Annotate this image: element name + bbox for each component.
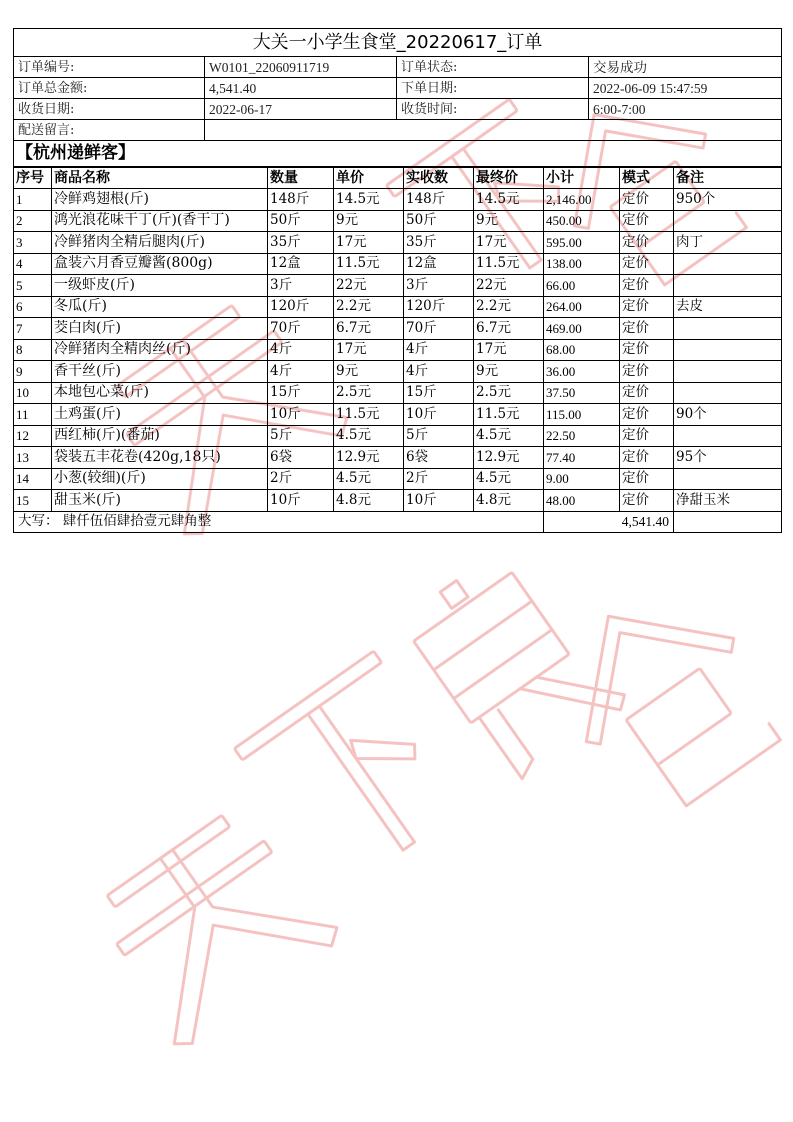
item-mode: 定价 (620, 447, 674, 469)
item-subtotal: 469.00 (544, 318, 620, 340)
table-row (14, 468, 782, 490)
item-rows (14, 189, 782, 512)
item-subtotal: 450.00 (544, 210, 620, 232)
note-label: 配送留言: (14, 120, 205, 141)
item-price: 6.7元 (334, 318, 404, 340)
item-mode: 定价 (620, 361, 674, 383)
item-name: 冬瓜(斤) (52, 296, 268, 318)
item-qty: 4斤 (268, 339, 334, 361)
items-header-row (14, 168, 782, 189)
item-received: 4斤 (404, 361, 474, 383)
item-no: 5 (14, 275, 52, 297)
table-row (14, 490, 782, 512)
total-row (14, 511, 782, 532)
item-price: 2.2元 (334, 296, 404, 318)
item-received: 3斤 (404, 275, 474, 297)
page-title: 大关一小学生食堂_20220617_订单 (14, 29, 782, 57)
col-header-subtotal: 小计 (544, 168, 620, 189)
item-final: 4.8元 (474, 490, 544, 512)
item-price: 4.8元 (334, 490, 404, 512)
item-remark (674, 253, 782, 275)
item-final: 17元 (474, 339, 544, 361)
item-qty: 3斤 (268, 275, 334, 297)
supplier-name: 【杭州递鲜客】 (14, 141, 782, 167)
item-name: 西红柿(斤)(番茄) (52, 425, 268, 447)
item-mode: 定价 (620, 318, 674, 340)
col-header-price: 单价 (334, 168, 404, 189)
item-no: 13 (14, 447, 52, 469)
item-subtotal: 115.00 (544, 404, 620, 426)
item-subtotal: 264.00 (544, 296, 620, 318)
table-row (14, 382, 782, 404)
item-no: 11 (14, 404, 52, 426)
table-row (14, 210, 782, 232)
item-qty: 50斤 (268, 210, 334, 232)
item-name: 盒装六月香豆瓣酱(800g) (52, 253, 268, 275)
table-row (14, 361, 782, 383)
item-qty: 2斤 (268, 468, 334, 490)
item-remark (674, 361, 782, 383)
col-header-mode: 模式 (620, 168, 674, 189)
item-final: 9元 (474, 361, 544, 383)
items-table (13, 167, 782, 533)
item-price: 9元 (334, 210, 404, 232)
item-qty: 70斤 (268, 318, 334, 340)
table-row (14, 447, 782, 469)
item-price: 17元 (334, 232, 404, 254)
item-price: 14.5元 (334, 189, 404, 211)
item-qty: 35斤 (268, 232, 334, 254)
item-mode: 定价 (620, 468, 674, 490)
item-no: 4 (14, 253, 52, 275)
col-header-final: 最终价 (474, 168, 544, 189)
item-final: 11.5元 (474, 404, 544, 426)
col-header-name: 商品名称 (52, 168, 268, 189)
item-subtotal: 138.00 (544, 253, 620, 275)
total-in-words: 大写： 肆仟伍佰肆拾壹元肆角整 (14, 511, 544, 532)
table-row (14, 318, 782, 340)
item-received: 70斤 (404, 318, 474, 340)
item-name: 小葱(较细)(斤) (52, 468, 268, 490)
col-header-no: 序号 (14, 168, 52, 189)
item-qty: 4斤 (268, 361, 334, 383)
receive-time-label: 收货时间: (397, 99, 589, 120)
col-header-received: 实收数 (404, 168, 474, 189)
item-received: 6袋 (404, 447, 474, 469)
item-final: 2.5元 (474, 382, 544, 404)
item-price: 12.9元 (334, 447, 404, 469)
item-final: 4.5元 (474, 468, 544, 490)
item-final: 11.5元 (474, 253, 544, 275)
item-remark: 95个 (674, 447, 782, 469)
item-name: 香干丝(斤) (52, 361, 268, 383)
table-row (14, 189, 782, 211)
item-received: 120斤 (404, 296, 474, 318)
item-mode: 定价 (620, 296, 674, 318)
order-sheet (13, 28, 781, 533)
item-final: 6.7元 (474, 318, 544, 340)
item-final: 14.5元 (474, 189, 544, 211)
receive-date-value: 2022-06-17 (205, 99, 397, 120)
item-name: 茭白肉(斤) (52, 318, 268, 340)
item-no: 1 (14, 189, 52, 211)
item-price: 9元 (334, 361, 404, 383)
item-no: 9 (14, 361, 52, 383)
item-received: 50斤 (404, 210, 474, 232)
status-value: 交易成功 (589, 57, 782, 78)
item-no: 7 (14, 318, 52, 340)
item-received: 10斤 (404, 404, 474, 426)
item-remark (674, 318, 782, 340)
item-remark (674, 339, 782, 361)
item-qty: 148斤 (268, 189, 334, 211)
item-name: 甜玉米(斤) (52, 490, 268, 512)
item-remark: 肉丁 (674, 232, 782, 254)
total-row-blank (674, 511, 782, 532)
col-header-remark: 备注 (674, 168, 782, 189)
order-no-value: W0101_22060911719 (205, 57, 397, 78)
table-row (14, 232, 782, 254)
item-received: 10斤 (404, 490, 474, 512)
item-no: 10 (14, 382, 52, 404)
item-price: 11.5元 (334, 404, 404, 426)
item-qty: 120斤 (268, 296, 334, 318)
table-row (14, 253, 782, 275)
item-mode: 定价 (620, 425, 674, 447)
item-no: 14 (14, 468, 52, 490)
item-subtotal: 595.00 (544, 232, 620, 254)
item-price: 17元 (334, 339, 404, 361)
item-name: 一级虾皮(斤) (52, 275, 268, 297)
item-mode: 定价 (620, 253, 674, 275)
item-name: 冷鲜鸡翅根(斤) (52, 189, 268, 211)
table-row (14, 425, 782, 447)
item-qty: 10斤 (268, 490, 334, 512)
status-label: 订单状态: (397, 57, 589, 78)
item-price: 11.5元 (334, 253, 404, 275)
table-row (14, 404, 782, 426)
col-header-qty: 数量 (268, 168, 334, 189)
item-subtotal: 37.50 (544, 382, 620, 404)
item-no: 15 (14, 490, 52, 512)
item-received: 12盒 (404, 253, 474, 275)
item-received: 4斤 (404, 339, 474, 361)
order-date-value: 2022-06-09 15:47:59 (589, 78, 782, 99)
item-final: 2.2元 (474, 296, 544, 318)
item-no: 3 (14, 232, 52, 254)
item-remark: 去皮 (674, 296, 782, 318)
item-received: 15斤 (404, 382, 474, 404)
item-received: 35斤 (404, 232, 474, 254)
item-name: 冷鲜猪肉全精肉丝(斤) (52, 339, 268, 361)
item-mode: 定价 (620, 404, 674, 426)
item-qty: 10斤 (268, 404, 334, 426)
item-received: 5斤 (404, 425, 474, 447)
item-qty: 15斤 (268, 382, 334, 404)
item-subtotal: 9.00 (544, 468, 620, 490)
item-remark (674, 275, 782, 297)
item-mode: 定价 (620, 232, 674, 254)
item-subtotal: 36.00 (544, 361, 620, 383)
item-mode: 定价 (620, 490, 674, 512)
item-subtotal: 22.50 (544, 425, 620, 447)
item-mode: 定价 (620, 382, 674, 404)
item-subtotal: 66.00 (544, 275, 620, 297)
item-no: 12 (14, 425, 52, 447)
item-mode: 定价 (620, 210, 674, 232)
item-final: 9元 (474, 210, 544, 232)
item-mode: 定价 (620, 339, 674, 361)
item-name: 本地包心菜(斤) (52, 382, 268, 404)
note-value (205, 120, 782, 141)
item-no: 6 (14, 296, 52, 318)
item-received: 2斤 (404, 468, 474, 490)
receive-time-value: 6:00-7:00 (589, 99, 782, 120)
item-subtotal: 2,146.00 (544, 189, 620, 211)
item-price: 2.5元 (334, 382, 404, 404)
item-subtotal: 77.40 (544, 447, 620, 469)
item-qty: 12盒 (268, 253, 334, 275)
order-no-label: 订单编号: (14, 57, 205, 78)
item-name: 冷鲜猪肉全精后腿肉(斤) (52, 232, 268, 254)
item-price: 4.5元 (334, 425, 404, 447)
total-amount: 4,541.40 (544, 511, 674, 532)
item-received: 148斤 (404, 189, 474, 211)
item-name: 袋装五丰花卷(420g,18只) (52, 447, 268, 469)
table-row (14, 339, 782, 361)
item-final: 22元 (474, 275, 544, 297)
item-name: 鸿光浪花味干丁(斤)(香干丁) (52, 210, 268, 232)
order-date-label: 下单日期: (397, 78, 589, 99)
table-row (14, 275, 782, 297)
item-mode: 定价 (620, 189, 674, 211)
total-label: 订单总金额: (14, 78, 205, 99)
item-remark (674, 382, 782, 404)
receive-date-label: 收货日期: (14, 99, 205, 120)
order-header-table (13, 28, 782, 167)
item-remark (674, 468, 782, 490)
item-remark (674, 210, 782, 232)
item-final: 4.5元 (474, 425, 544, 447)
item-subtotal: 48.00 (544, 490, 620, 512)
item-final: 17元 (474, 232, 544, 254)
item-price: 4.5元 (334, 468, 404, 490)
table-row (14, 296, 782, 318)
item-remark: 950个 (674, 189, 782, 211)
item-remark (674, 425, 782, 447)
total-value: 4,541.40 (205, 78, 397, 99)
item-no: 2 (14, 210, 52, 232)
item-qty: 6袋 (268, 447, 334, 469)
item-subtotal: 68.00 (544, 339, 620, 361)
item-remark: 净甜玉米 (674, 490, 782, 512)
item-remark: 90个 (674, 404, 782, 426)
item-qty: 5斤 (268, 425, 334, 447)
item-mode: 定价 (620, 275, 674, 297)
item-name: 土鸡蛋(斤) (52, 404, 268, 426)
item-final: 12.9元 (474, 447, 544, 469)
item-no: 8 (14, 339, 52, 361)
item-price: 22元 (334, 275, 404, 297)
